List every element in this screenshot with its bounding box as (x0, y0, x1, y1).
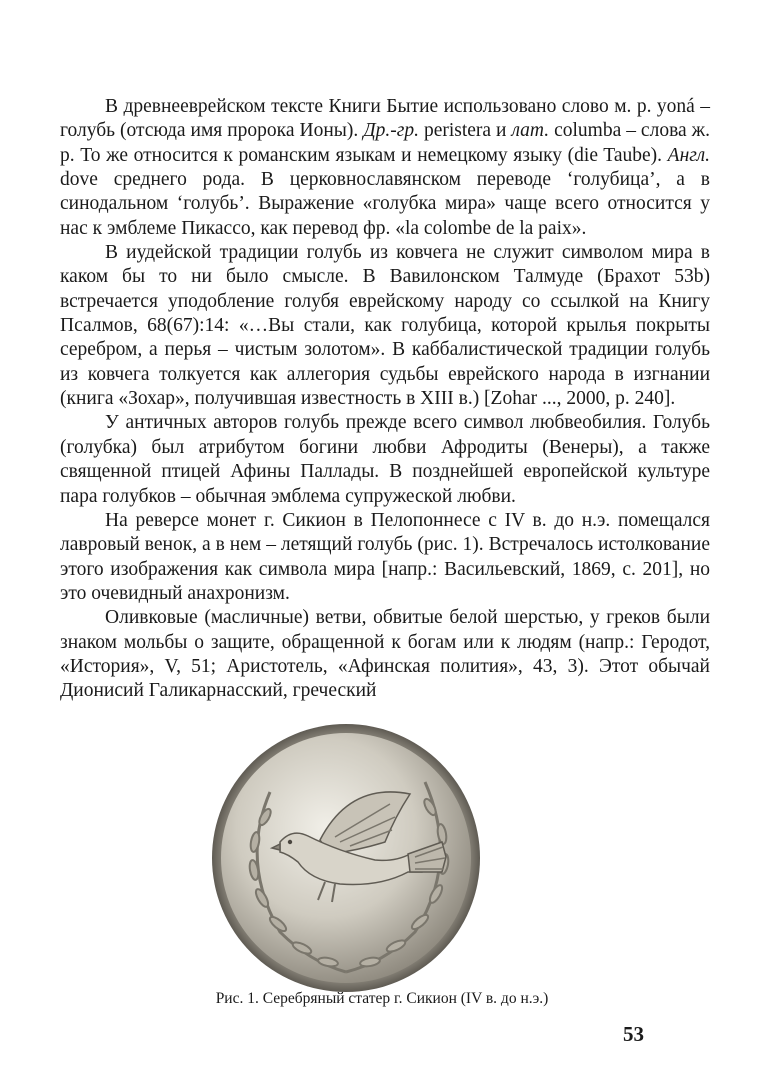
paragraph (60, 411, 710, 508)
text-run: dove среднего рода. В церковнославянском переводе ‘голубица’, а в синодальном ‘голубь’. Выражение «голубка мира» чаще всего относится у нас к эмблеме Пикассо, как перевод фр. «la colombe de la paix». (60, 169, 710, 239)
text-run: peristera и (418, 120, 512, 142)
text-run: Оливковые (масличные) ветви, обвитые белой шерстью, у греков были знаком мольбы о защите, обращенной к богам или к людям (напр.: Геродот, «История», V, 51; Аристотель, «Афинская полития», 43, 3). Этот обычай Дионисий Галикарнасский, греческий (60, 607, 710, 702)
paragraph (60, 95, 710, 241)
italic-text: Др.-гр. (363, 120, 419, 142)
coin-image (210, 722, 482, 994)
text-run: На реверсе монет г. Сикион в Пелопоннесе с IV в. до н.э. помещался лавровый венок, а в нем – летящий голубь (рис. 1). Встречалось истолкование этого изображения как символа мира [напр.: Васильевский, 1869, с. 201], но это очевидный анахронизм. (60, 509, 710, 604)
page-number: 53 (623, 1022, 644, 1046)
figure-caption: Рис. 1. Серебряный статер г. Сикион (IV в. до н.э.) (215, 990, 549, 1007)
body-text (60, 95, 710, 704)
text-run: columba – слова ж. р. То же относится к романским языкам и немецкому языку (die Taube). (60, 120, 710, 166)
italic-text: лат. (511, 120, 550, 142)
coin-figure (210, 722, 482, 994)
paragraph (60, 606, 710, 703)
text-run: У античных авторов голубь прежде всего символ любвеобилия. Голубь (голубка) был атрибутом богини любви Афродиты (Венеры), а также священной птицей Афины Паллады. В позднейшей европейской культуре пара голубков – обычная эмблема супружеской любви. (60, 412, 710, 507)
paragraph (60, 509, 710, 606)
italic-text: Англ. (667, 144, 710, 166)
paragraph (60, 241, 710, 411)
text-run: В древнееврейском тексте Книги Бытие использовано слово м. р. yoná – голубь (отсюда имя пророка Ионы). (60, 96, 710, 142)
text-run: В иудейской традиции голубь из ковчега не служит символом мира в каком бы то ни было смысле. В Вавилонском Талмуде (Брахот 53b) встречается уподобление голубя еврейскому народу со ссылкой на Книгу Псалмов, 68(67):14: «…Вы стали, как голубица, которой крылья покрыты серебром, а перья – чистым золотом». В каббалистической традиции голубь из ковчега толкуется как аллегория судьбы еврейского народа в изгнании (книга «Зохар», получившая известность в XIII в.) [Zohar ..., 2000, p. 240]. (60, 242, 710, 410)
